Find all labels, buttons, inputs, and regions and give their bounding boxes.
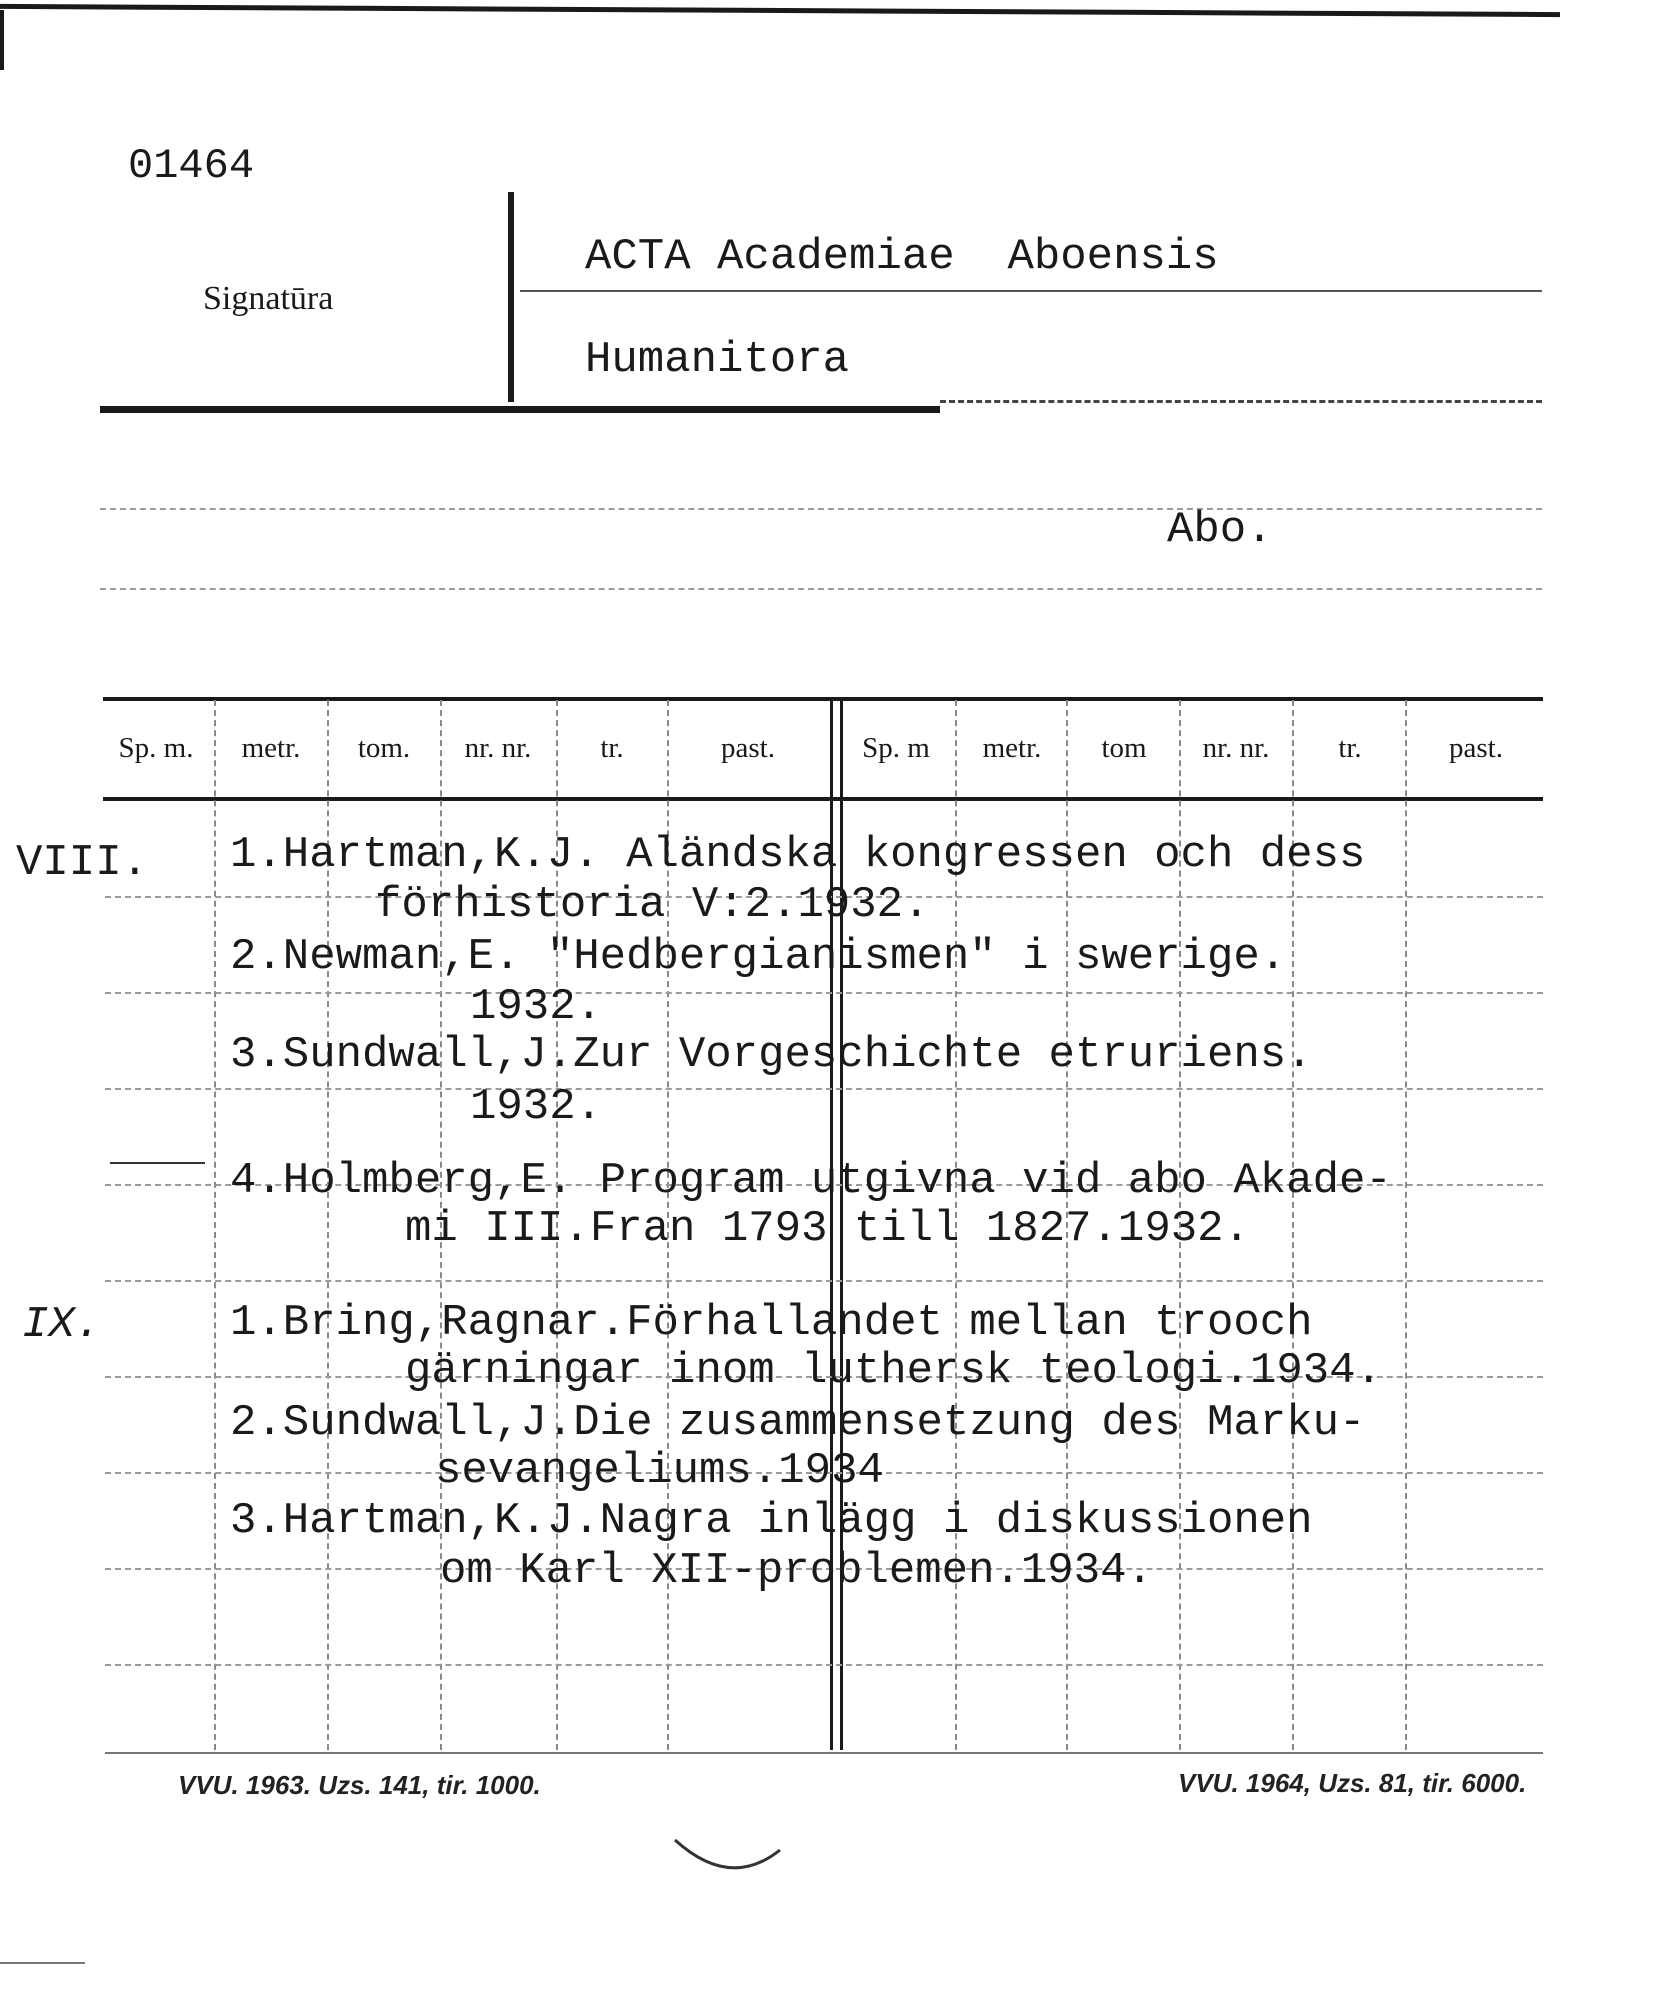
col-header-tr-1: tr. <box>600 732 624 764</box>
col-header-nr-2: nr. nr. <box>1202 732 1270 764</box>
catalog-number: 01464 <box>128 142 255 190</box>
table-top-rule <box>103 697 1543 701</box>
entry-line: gärningar inom luthersk teologi.1934. <box>405 1346 1382 1396</box>
entry-line: 1.Hartman,K.J. Aländska kongressen och dess <box>230 830 1366 880</box>
col-header-past-2: past. <box>1449 732 1503 764</box>
entry-line: 1.Bring,Ragnar.Förhallandet mellan trooch <box>230 1298 1313 1348</box>
volume-label: VIII. <box>16 838 149 888</box>
entry-line: 4.Holmberg,E. Program utgivna vid abo Akade- <box>230 1156 1392 1206</box>
title-rule-1 <box>520 290 1542 292</box>
header-rule-tail <box>940 400 1542 403</box>
place: Abo. <box>1167 505 1273 555</box>
entry-line: sevangeliums.1934 <box>435 1446 884 1496</box>
place-rule-1 <box>100 508 1542 510</box>
smudge-mark <box>670 1830 810 1910</box>
entry-line: 3.Hartman,K.J.Nagra inlägg i diskussionen <box>230 1496 1313 1546</box>
col-header-tom-2: tom <box>1101 732 1147 764</box>
grid-row-line <box>105 1088 1543 1090</box>
entry-line: 1932. <box>470 982 603 1032</box>
entry-line: förhistoria V:2.1932. <box>375 880 930 930</box>
card-bottom-edge <box>0 1962 85 1964</box>
grid-col-line <box>214 700 216 1750</box>
entry-line: 3.Sundwall,J.Zur Vorgeschichte etruriens. <box>230 1030 1313 1080</box>
col-header-tr-2: tr. <box>1338 732 1362 764</box>
grid-row-line <box>105 992 1543 994</box>
entry-line: 1932. <box>470 1082 603 1132</box>
col-header-past-1: past. <box>721 732 775 764</box>
card-top-edge <box>0 4 1560 17</box>
col-header-sp-m-2: Sp. m <box>862 732 930 764</box>
title-line-1: ACTA Academiae Aboensis <box>585 232 1219 282</box>
place-rule-2 <box>100 588 1542 590</box>
grid-col-line <box>1405 700 1407 1750</box>
col-header-sp-m-1: Sp. m. <box>118 732 194 764</box>
footer-print-note-left: VVU. 1963. Uzs. 141, tir. 1000. <box>178 1770 541 1800</box>
volume-dash <box>110 1162 205 1164</box>
entry-line: mi III.Fran 1793 till 1827.1932. <box>405 1204 1250 1254</box>
volume-label: IX. <box>22 1300 102 1350</box>
grid-row-line <box>105 1280 1543 1282</box>
grid-row-line <box>105 1664 1543 1666</box>
col-header-metr-1: metr. <box>241 732 301 764</box>
entry-line: 2.Newman,E. "Hedbergianismen" i swerige. <box>230 932 1287 982</box>
footer-print-note-right: VVU. 1964, Uzs. 81, tir. 6000. <box>1178 1768 1527 1798</box>
col-header-nr-1: nr. nr. <box>464 732 532 764</box>
table-header-rule <box>103 797 1543 801</box>
entry-line: om Karl XII-problemen.1934. <box>440 1546 1153 1596</box>
header-separator <box>508 192 514 402</box>
entry-line: 2.Sundwall,J.Die zusammensetzung des Marku- <box>230 1398 1366 1448</box>
col-header-metr-2: metr. <box>982 732 1042 764</box>
title-line-2: Humanitora <box>585 335 850 385</box>
card-left-edge <box>0 10 4 70</box>
grid-row-line <box>105 1752 1543 1754</box>
col-header-tom-1: tom. <box>357 732 411 764</box>
signature-label: Signatūra <box>203 280 334 317</box>
header-rule <box>100 406 940 413</box>
